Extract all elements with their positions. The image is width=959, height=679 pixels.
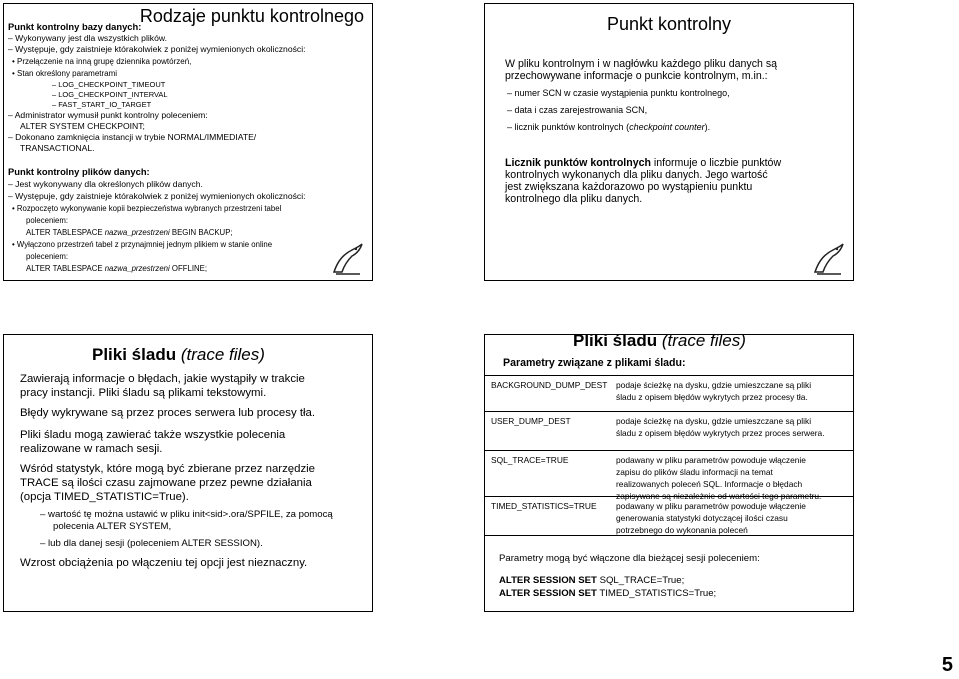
text-line: Parametry mogą być włączone dla bieżącej sesji poleceniem: — [499, 553, 760, 564]
text-line: Licznik punktów kontrolnych informuje o liczbie punktów — [505, 157, 782, 169]
param-item: – FAST_START_IO_TARGET — [52, 100, 151, 109]
param-name: SQL_TRACE=TRUE — [491, 455, 569, 465]
text-line: realizowane w ramach sesji. — [20, 443, 163, 455]
list-item: – data i czas zarejestrowania SCN, — [507, 105, 647, 115]
param-name: USER_DUMP_DEST — [491, 416, 571, 426]
param-item: – LOG_CHECKPOINT_TIMEOUT — [52, 80, 165, 89]
param-name: TIMED_STATISTICS=TRUE — [491, 501, 597, 511]
text-line: TRACE są ilości czasu zajmowane przez pewne działania — [20, 477, 312, 489]
text-line: TRANSACTIONAL. — [20, 143, 95, 153]
command-line: ALTER SESSION SET SQL_TRACE=True; — [499, 575, 685, 586]
text-line: Zawierają informacje o błędach, jakie wystąpiły w trakcie — [20, 373, 305, 385]
list-item: – numer SCN w czasie wystąpienia punktu kontrolnego, — [507, 88, 730, 98]
text-line: poleceniem: — [26, 252, 69, 261]
slide-trace-files — [3, 334, 373, 612]
text-line: ALTER SYSTEM CHECKPOINT; — [20, 121, 145, 131]
command-line: ALTER TABLESPACE nazwa_przestrzeni BEGIN BACKUP; — [26, 228, 233, 237]
text-line: przechowywane informacje o punkcie kontrolnym, m.in.: — [505, 70, 768, 82]
list-item: – wartość tę można ustawić w pliku init<sid>.ora/SPFILE, za pomocą — [40, 509, 333, 520]
table-row — [485, 496, 853, 536]
param-item: – LOG_CHECKPOINT_INTERVAL — [52, 90, 168, 99]
text-line: – Wykonywany jest dla wszystkich plików. — [8, 33, 167, 43]
list-item: – licznik punktów kontrolnych (checkpoint counter). — [507, 122, 710, 132]
slide-trace-params — [484, 331, 854, 612]
slide-checkpoint-types — [3, 3, 373, 281]
text-line: – Administrator wymusił punkt kontrolny poleceniem: — [8, 110, 208, 120]
text-line: jest zwiększana każdorazowo po wystąpieniu punktu — [505, 181, 753, 193]
text-line: (opcja TIMED_STATISTIC=True). — [20, 491, 189, 503]
slide-title: Rodzaje punktu kontrolnego — [139, 6, 364, 26]
text-line: kontrolnych wykonanych dla pliku danych. Jego wartość — [505, 169, 768, 181]
text-line: W pliku kontrolnym i w nagłówku każdego pliku danych są — [505, 58, 778, 70]
table-row — [485, 411, 853, 451]
text-line: polecenia ALTER SYSTEM, — [53, 521, 172, 532]
param-desc: podawany w pliku parametrów powoduje włączenie zapisu do plików śladu informacji na temat realizowanych poleceń SQL. Informacje o błędach zapisywane są niezależnie od wartości tego parametru. — [616, 455, 822, 501]
text-line: pracy instancji. Pliki śladu są plikami tekstowymi. — [20, 387, 267, 399]
text-line: Pliki śladu mogą zawierać także wszystkie polecenia — [20, 429, 286, 441]
table-row — [485, 450, 853, 501]
text-line: Wzrost obciążenia po włączeniu tej opcji jest nieznaczny. — [20, 557, 308, 569]
bullet-item: • Rozpoczęto wykonywanie kopii bezpieczeństwa wybranych przestrzeni tabel — [12, 204, 281, 213]
bullet-item: • Wyłączono przestrzeń tabel z przynajmniej jednym plikiem w stanie online — [12, 240, 272, 249]
text-line: Błędy wykrywane są przez proces serwera lub procesy tła. — [20, 407, 316, 419]
param-name: BACKGROUND_DUMP_DEST — [491, 380, 608, 390]
heading-db-checkpoint: Punkt kontrolny bazy danych: — [8, 21, 142, 32]
text-line: kontrolnego dla pliku danych. — [505, 193, 643, 205]
pelican-logo-icon — [811, 240, 847, 276]
text-line: Wśród statystyk, które mogą być zbierane przez narzędzie — [20, 463, 316, 475]
list-item: – lub dla danej sesji (poleceniem ALTER SESSION). — [40, 538, 263, 549]
slide-title: Pliki śladu (trace files) — [92, 345, 265, 364]
param-desc: podawany w pliku parametrów powoduje włączenie generowania statystyki dotyczącej ilości czasu potrzebnego do wykonania poleceń — [616, 501, 806, 535]
command-line: ALTER SESSION SET TIMED_STATISTICS=True; — [499, 588, 717, 599]
text-line: – Występuje, gdy zaistnieje którakolwiek z poniżej wymienionych okoliczności: — [8, 44, 306, 54]
bullet-item: • Przełączenie na inną grupę dziennika powtórzeń, — [12, 57, 191, 66]
slide-title: Pliki śladu (trace files) — [573, 331, 746, 350]
slide-checkpoint — [484, 3, 854, 281]
command-line: ALTER TABLESPACE nazwa_przestrzeni OFFLINE; — [26, 264, 207, 273]
table-row — [485, 375, 853, 412]
params-table — [485, 375, 853, 536]
bullet-item: • Stan określony parametrami — [12, 69, 117, 78]
heading-datafile-checkpoint: Punkt kontrolny plików danych: — [8, 166, 150, 177]
text-line: – Jest wykonywany dla określonych plików danych. — [8, 179, 203, 189]
param-desc: podaje ścieżkę na dysku, gdzie umieszczane są pliki śladu z opisem błędów wykrytych przez proces serwera. — [616, 416, 825, 438]
text-line: – Dokonano zamknięcia instancji w trybie NORMAL/IMMEDIATE/ — [8, 132, 256, 142]
subtitle: Parametry związane z plikami śladu: — [503, 357, 686, 369]
text-line: poleceniem: — [26, 216, 69, 225]
slide-title: Punkt kontrolny — [606, 14, 732, 34]
text-line: – Występuje, gdy zaistnieje którakolwiek z poniżej wymienionych okoliczności: — [8, 191, 306, 201]
pelican-logo-icon — [330, 240, 366, 276]
page-number: 5 — [941, 654, 953, 676]
param-desc: podaje ścieżkę na dysku, gdzie umieszczane są pliki śladu z opisem błędów wykrytych przez procesy tła. — [616, 380, 812, 402]
